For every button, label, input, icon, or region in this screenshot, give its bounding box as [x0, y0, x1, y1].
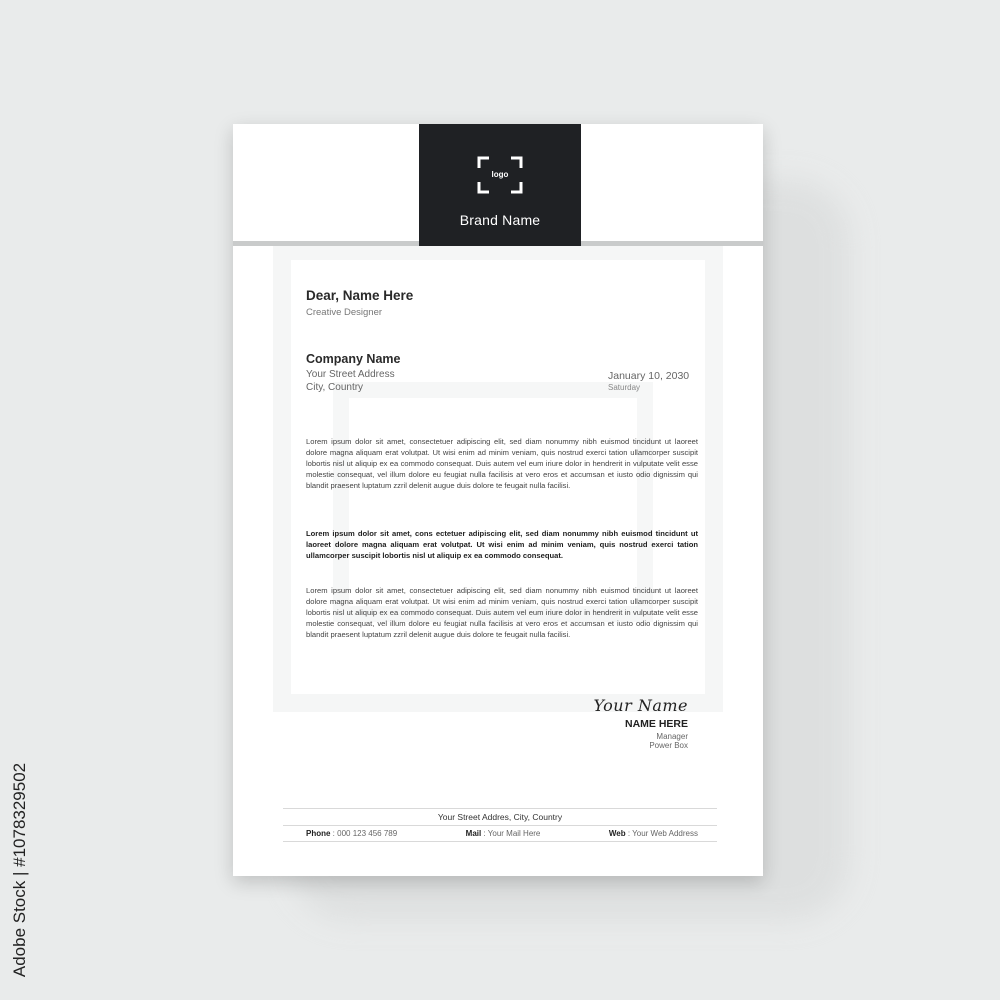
logo-text: logo	[491, 170, 509, 179]
recipient-role: Creative Designer	[306, 307, 383, 318]
mail-value: Your Mail Here	[487, 829, 541, 838]
brand-block	[419, 124, 581, 246]
stock-id-label	[6, 750, 34, 990]
footer-contacts	[306, 829, 698, 838]
footer-address: Your Street Addres, City, Country	[437, 812, 563, 822]
greeting	[306, 288, 413, 318]
company-name: Company Name	[306, 352, 401, 366]
footer-bottom-rule	[283, 841, 717, 842]
web-label: Web	[608, 829, 626, 838]
signer-name: NAME HERE	[624, 718, 688, 730]
brand-name: Brand Name	[459, 212, 541, 228]
body-paragraph-2: Lorem ipsum dolor sit amet, cons ectetuer adipiscing elit, sed diam nonummy nibh euismod tincidunt ut laoreet dolore magna aliquam erat volutpat. Ut wisi enim ad minim veniam, quis nostrud exerci tation ullamcorper suscipit lobortis nisl ut aliquip ex ea commodo consequat.	[306, 529, 698, 560]
stock-id-text: Adobe Stock | #1078329502	[10, 762, 29, 978]
company-city: City, Country	[306, 382, 364, 393]
signer-title: Manager	[656, 732, 688, 741]
signature-block	[573, 696, 688, 750]
footer-phone: Phone : 000 123 456 789	[306, 829, 398, 838]
logo-icon	[477, 156, 523, 194]
footer-middle-rule	[283, 825, 717, 826]
footer-web: Web : Your Web Address	[608, 829, 698, 838]
mail-label: Mail	[465, 829, 482, 838]
body-paragraph-3: Lorem ipsum dolor sit amet, consectetuer adipiscing elit, sed diam nonummy nibh euismod tincidunt ut laoreet dolore magna aliquam erat volutpat. Ut wisi enim ad minim veniam, quis nostrud exerci tation ullamcorper suscipit lobortis nisl ut aliquip ex ea commodo consequat. Duis autem vel eum iriure dolor in hendrerit in vulputate velit esse molestie consequat, vel illum dolore eu feugiat nulla facilisis at vero eros et accumsan et iusto odio dignissim qui blandit praesent luptatum zzril delenit augue duis dolore te feugait nulla facilisi.	[306, 586, 698, 639]
web-value: Your Web Address	[632, 829, 698, 838]
body-paragraph-1: Lorem ipsum dolor sit amet, consectetuer adipiscing elit, sed diam nonummy nibh euismod tincidunt ut laoreet dolore magna aliquam erat volutpat. Ut wisi enim ad minim veniam, quis nostrud exerci tation ullamcorper suscipit lobortis nisl ut aliquip ex ea commodo consequat. Duis autem vel eum iriure dolor in hendrerit in vulputate velit esse molestie consequat, vel illum dolore eu feugiat nulla facilisis at vero eros et accumsan et iusto odio dignissim qui blandit praesent luptatum zzril delenit augue duis dolore te feugait nulla facilisi.	[306, 437, 698, 490]
date-block	[608, 370, 689, 392]
phone-label: Phone	[306, 829, 331, 838]
recipient-name: Dear, Name Here	[306, 288, 414, 303]
letter-day: Saturday	[608, 383, 641, 392]
handwritten-signature: Your Name	[593, 696, 688, 715]
footer-top-rule	[283, 808, 717, 809]
footer-mail: Mail : Your Mail Here	[465, 829, 541, 838]
company-street: Your Street Address	[306, 369, 395, 380]
company-address	[306, 352, 400, 394]
phone-value: 000 123 456 789	[337, 829, 398, 838]
letter-date: January 10, 2030	[608, 370, 690, 382]
letterhead-page	[233, 124, 763, 876]
signer-org: Power Box	[649, 741, 688, 750]
